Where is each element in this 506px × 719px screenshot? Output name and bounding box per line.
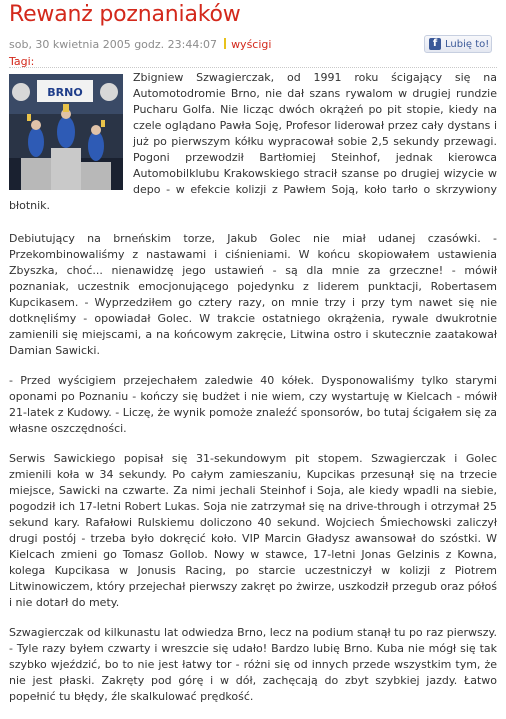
article-date: sob, 30 kwietnia 2005 godz. 23:44:07 [9, 38, 218, 51]
facebook-icon: f [429, 38, 441, 50]
photo-banner-text: BRNO [47, 86, 83, 99]
podium-photo-illustration [9, 74, 123, 190]
paragraph-1: Zbigniew Szwagierczak, od 1991 roku ścigający się na Automotodromie Brno, nie dał szans rywalom w drugiej rundzie Pucharu Golfa. Nie licząc dwóch okrążeń po pit stopie, kiedy na czele oglądano Pawła Soję, Profesor liderował przez cały dystans i już po pierwszym kółku wypracował sobie 2,5 sekundy przewagi. Pogoni przewodził Bartłomiej Steinhof, jednak kierowca Automobilklubu Krakowskiego stracił szanse po drugiej wizycie w depo - w efekcie kolizji z Pawłem Soją, koło tarło o skrzywiony błotnik. [9, 71, 497, 212]
paragraph-3: - Przed wyścigiem przejechałem zaledwie 40 kółek. Dysponowaliśmy tylko starymi oponami po Poznaniu - kończy się budżet i nie wiem, czy wystartuję w Kielcach - mówił 21-latek z Kudowy. - Liczę, że wynik pomoże znaleźć sponsorów, bo tutaj ścigałem się za własne oszczędności. [9, 374, 497, 435]
paragraph-2: Debiutujący na brneńskim torze, Jakub Golec nie miał udanej czasówki. - Przekombinowaliśmy z nastawami i ciśnieniami. W końcu skopiowałem ustawienia Zbyszka, choć... nienawidzę jego ustawień - są dla mnie za grzeczne! - mówił poznaniak, uczestnik emocjonującego pojedynku z liderem punktacji, Robertasem Kupcikasem. - Wyprzedziłem go cztery razy, on mnie trzy i przy tym nawet się nie dotknęliśmy - opowiadał Golec. W trakcie ostatniego okrążenia, rywale dwukrotnie zamienili się miejscami, a na końcowym zakręcie, Litwina ostro i skutecznie zaatakował Damian Sawicki. [9, 232, 497, 357]
article-body [9, 70, 497, 719]
like-label: Lubię to! [445, 38, 490, 50]
category-link[interactable]: wyścigi [231, 38, 272, 51]
article-meta [9, 38, 271, 51]
article-title: Rewanż poznaniaków [9, 2, 241, 27]
facebook-like-button[interactable] [424, 35, 492, 53]
podium-photo [9, 74, 123, 190]
tags-label: Tagi: [9, 55, 35, 68]
paragraph-5: Szwagierczak od kilkunastu lat odwiedza Brno, lecz na podium stanął tu po raz pierwszy. - Tyle razy byłem czwarty i wreszcie się udało! Bardzo lubię Brno. Kuba nie mógł się tak szybko wjeździć, bo to nie jest łatwy tor - różni się od innych przede wszystkim tym, że nie jest płaski. Zakręty pod górę i w dół, zachęcają do zbyt szybkiej jazdy. Łatwo popełnić tu błędy, źle skalkulować prędkość. [9, 626, 497, 703]
paragraph-4: Serwis Sawickiego popisał się 31-sekundowym pit stopem. Szwagierczak i Golec zmienili koła w 34 sekundy. Po całym zamieszaniu, Kupcikas przesunął się na trzecie miejsce, Sawicki na czwarte. Za nimi jechali Steinhof i Soja, ale kiedy wpadli na siebie, pogodził ich 17-letni Robert Lukas. Soja nie zatrzymał się na drive-through i otrzymał 25 sekund kary. Rafałowi Rulskiemu doliczono 40 sekund. Wojciech Śmiechowski zaliczył drugi postój - trzeba było dokręcić koło. VIP Marcin Gładysz awansował do szóstki. W Kielcach zmieni go Tomasz Gollob. Nowy w stawce, 17-letni Jonas Gelzinis z Kowna, kolega Kupcikasa w Jonusis Racing, po starcie uczestniczył w kolizji z Piotrem Litwinowiczem, który przejechał pierwszy zakręt po żwirze, uszkodził przegub oraz półoś i nie dotarł do mety. [9, 452, 497, 609]
meta-separator [224, 38, 226, 49]
divider [9, 67, 497, 68]
